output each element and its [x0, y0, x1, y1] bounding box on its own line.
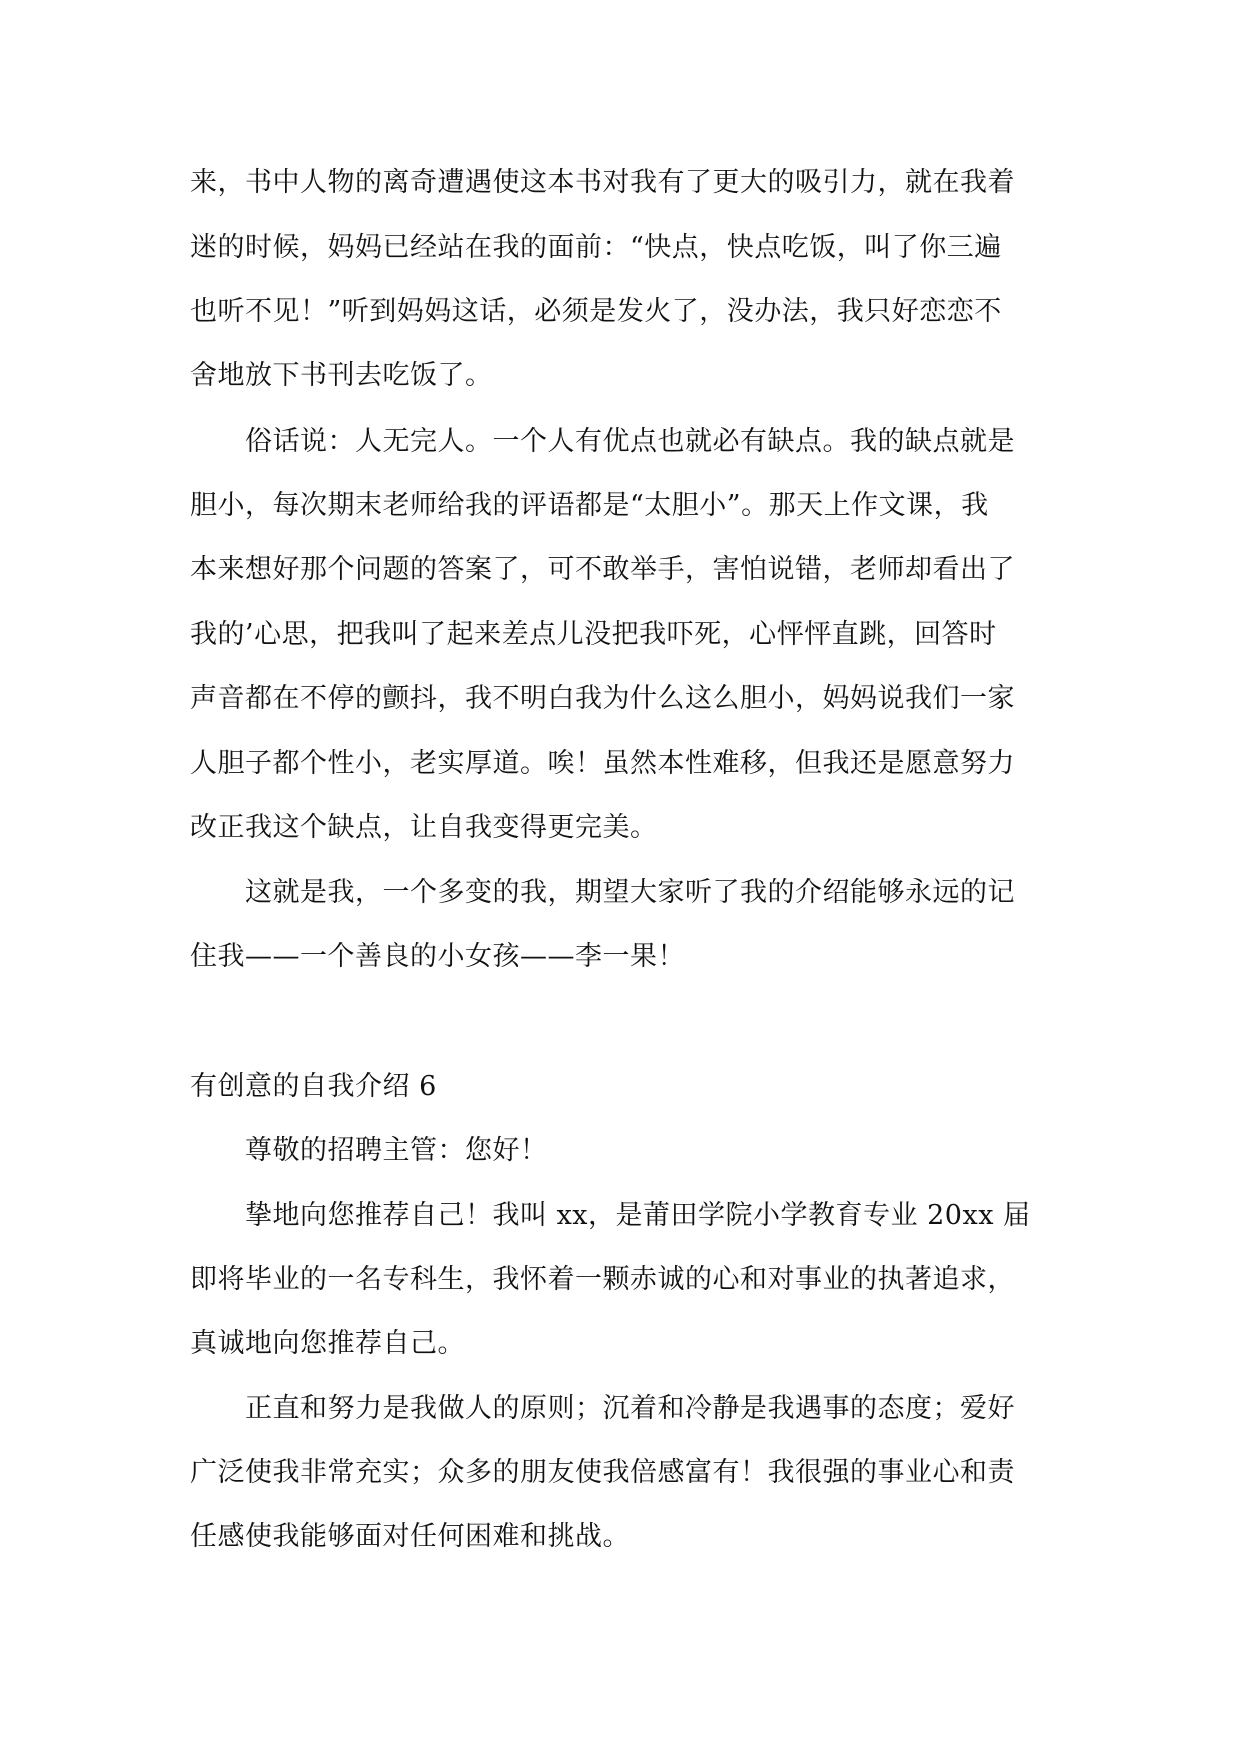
greeting-line: 尊敬的招聘主管：您好！	[245, 1135, 548, 1166]
section-title: 有创意的自我介绍 6	[190, 1071, 437, 1102]
text-line: 俗话说：人无完人。一个人有优点也就必有缺点。我的缺点就是	[245, 426, 1015, 457]
text-line: 改正我这个缺点，让自我变得更完美。	[190, 812, 658, 843]
text-line: 声音都在不停的颤抖，我不明白我为什么这么胆小，妈妈说我们一家	[190, 683, 1015, 714]
text-line: 也听不见！”听到妈妈这话，必须是发火了，没办法，我只好恋恋不	[190, 296, 1002, 327]
text-line: 舍地放下书刊去吃饭了。	[190, 360, 493, 391]
text-line: 正直和努力是我做人的原则；沉着和冷静是我遇事的态度；爱好	[245, 1393, 1015, 1424]
text-line: 住我——一个善良的小女孩——李一果！	[190, 941, 685, 972]
text-line: 任感使我能够面对任何困难和挑战。	[190, 1521, 630, 1552]
text-line: 人胆子都个性小，老实厚道。唉！虽然本性难移，但我还是愿意努力	[190, 748, 1015, 779]
text-line: 挚地向您推荐自己！我叫 xx，是莆田学院小学教育专业 20xx 届	[245, 1200, 1031, 1231]
text-line: 广泛使我非常充实；众多的朋友使我倍感富有！我很强的事业心和责	[190, 1457, 1015, 1488]
text-line: 本来想好那个问题的答案了，可不敢举手，害怕说错，老师却看出了	[190, 554, 1015, 585]
text-line: 胆小，每次期末老师给我的评语都是“太胆小”。那天上作文课，我	[190, 490, 989, 521]
text-line: 来，书中人物的离奇遭遇使这本书对我有了更大的吸引力，就在我着	[190, 167, 1015, 198]
text-line: 迷的时候，妈妈已经站在我的面前：“快点，快点吃饭，叫了你三遍	[190, 232, 1002, 263]
text-line: 我的’心思，把我叫了起来差点儿没把我吓死，心怦怦直跳，回答时	[190, 619, 997, 650]
text-line: 真诚地向您推荐自己。	[190, 1328, 465, 1359]
text-line: 即将毕业的一名专科生，我怀着一颗赤诚的心和对事业的执著追求，	[190, 1264, 1015, 1295]
text-line: 这就是我，一个多变的我，期望大家听了我的介绍能够永远的记	[245, 877, 1015, 908]
